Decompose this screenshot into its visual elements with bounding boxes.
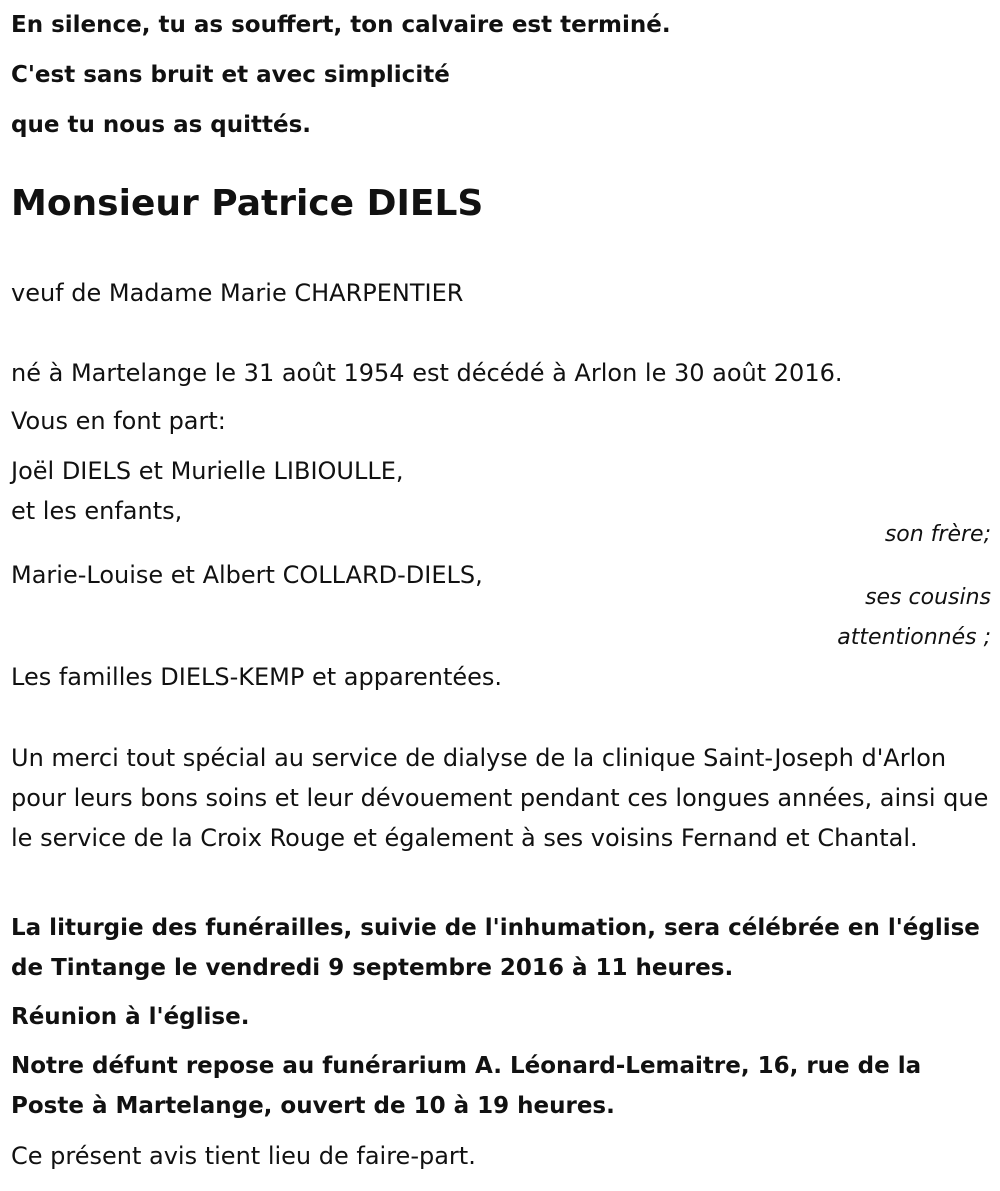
- poem-line-3: que tu nous as quittés.: [11, 112, 312, 138]
- cousins-names: Marie-Louise et Albert COLLARD-DIELS,: [11, 561, 483, 589]
- brother-names: Joël DIELS et Murielle LIBIOULLE,: [11, 457, 404, 485]
- funeral-liturgy: La liturgie des funérailles, suivie de l'inhumation, sera célébrée en l'église de Tintange le vendredi 9 septembre 2016 à 11 heures.: [11, 915, 980, 981]
- poem-line-2: C'est sans bruit et avec simplicité: [11, 62, 450, 88]
- deceased-name: Monsieur Patrice DIELS: [11, 183, 484, 224]
- cousins-relation-1: ses cousins: [865, 585, 991, 610]
- cousins-relation-2: attentionnés ;: [837, 625, 991, 650]
- funeral-home: Notre défunt repose au funérarium A. Léonard-Lemaitre, 16, rue de la Poste à Martelange, ouvert de 10 à 19 heures.: [11, 1053, 922, 1119]
- brother-relation: son frère;: [884, 522, 991, 547]
- widower-of: veuf de Madame Marie CHARPENTIER: [11, 279, 464, 307]
- meeting-place: Réunion à l'église.: [11, 1004, 250, 1030]
- birth-death-info: né à Martelange le 31 août 1954 est décédé à Arlon le 30 août 2016.: [11, 359, 843, 387]
- closing-note: Ce présent avis tient lieu de faire-part.: [11, 1142, 476, 1170]
- families-line: Les familles DIELS-KEMP et apparentées.: [11, 663, 503, 691]
- thanks-paragraph: Un merci tout spécial au service de dialyse de la clinique Saint-Joseph d'Arlon pour leurs bons soins et leur dévouement pendant ces longues années, ainsi que le service de la Croix Rouge et également à ses voisins Fernand et Chantal.: [11, 744, 989, 852]
- announcers-intro: Vous en font part:: [11, 407, 226, 435]
- brother-children: et les enfants,: [11, 497, 183, 525]
- poem-line-1: En silence, tu as souffert, ton calvaire est terminé.: [11, 12, 671, 38]
